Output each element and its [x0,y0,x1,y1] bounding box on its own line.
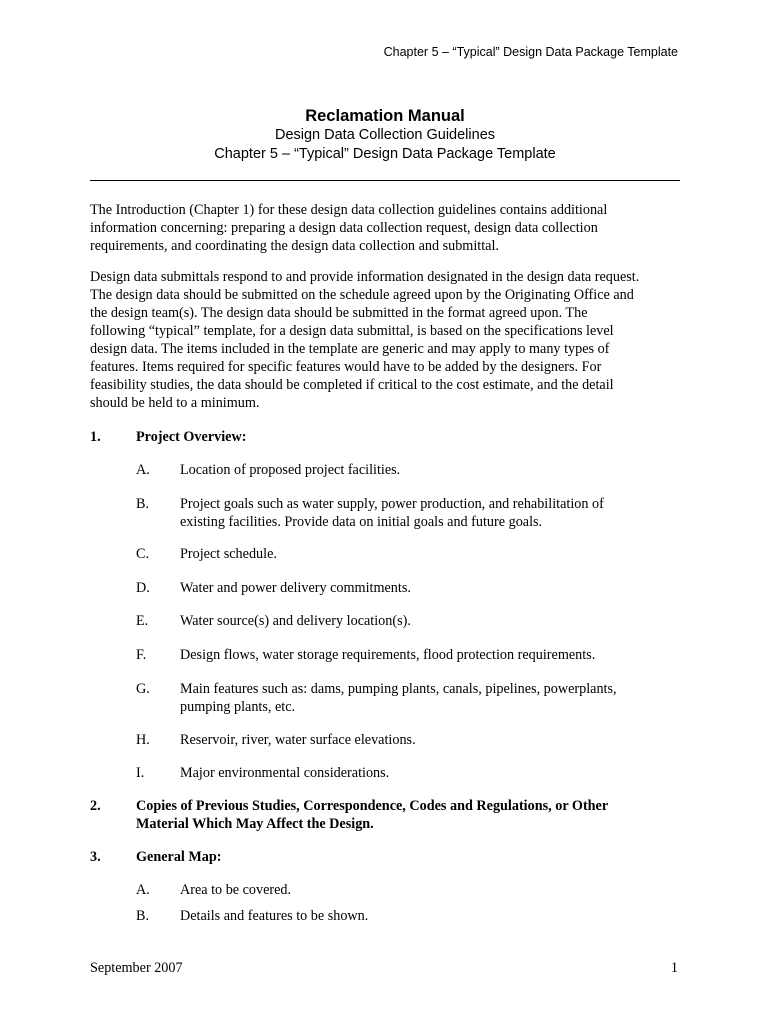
title-block [90,106,680,164]
list-item-letter: A. [136,462,150,478]
section-1-title: Project Overview: [136,429,247,445]
list-item-text: Main features such as: dams, pumping plants, canals, pipelines, powerplants, pumping plants, etc. [180,681,617,715]
section-1-number: 1. [90,429,101,445]
list-item-text: Major environmental considerations. [180,765,390,781]
running-header: Chapter 5 – “Typical” Design Data Package Template [383,45,678,59]
list-item-text: Details and features to be shown. [180,908,369,924]
document-title: Reclamation Manual [305,107,465,125]
list-item-text: Water and power delivery commitments. [180,580,411,596]
list-item-letter: E. [136,613,149,629]
list-item-letter: B. [136,908,150,924]
page-number: 1 [670,960,678,976]
list-item-letter: C. [136,546,150,562]
list-item-letter: A. [136,882,150,898]
list-item-letter: H. [136,732,150,748]
section-2-title: Copies of Previous Studies, Correspondence, Codes and Regulations, or Other Material Which May Affect the Design. [136,798,609,832]
footer-date: September 2007 [90,960,183,976]
submittal-paragraph: Design data submittals respond to and provide information designated in the design data request. The design data should be submitted on the schedule agreed upon by the Originating Office and the design team(s). The design data should be submitted in the format agreed upon. The following “typical” template, for a design data submittal, is based on the specifications level design data. The items included in the template are generic and may apply to many types of features. Items required for specific features would have to be added by the designers. For feasibility studies, the data should be completed if critical to the cost estimate, and the detail should be held to a minimum. [90,269,640,411]
list-item-text: Location of proposed project facilities. [180,462,401,478]
list-item-letter: F. [136,647,147,663]
section-2-number: 2. [90,798,101,814]
list-item-text: Project schedule. [180,546,277,562]
list-item-text: Design flows, water storage requirements, flood protection requirements. [180,647,596,663]
list-item-text: Reservoir, river, water surface elevations. [180,732,416,748]
list-item-letter: B. [136,496,150,512]
document-chapter-title: Chapter 5 – “Typical” Design Data Package Template [214,146,556,162]
section-3-number: 3. [90,849,101,865]
section-3-title: General Map: [136,849,222,865]
document-subtitle: Design Data Collection Guidelines [274,127,496,143]
intro-paragraph: The Introduction (Chapter 1) for these design data collection guidelines contains additional information concerning: preparing a design data collection request, design data collection requirements, and coordinating the design data collection and submittal. [90,202,608,254]
list-item-letter: D. [136,580,150,596]
list-item-letter: G. [136,681,150,697]
list-item-text: Water source(s) and delivery location(s). [180,613,411,629]
list-item-text: Area to be covered. [180,882,292,898]
list-item-letter: I. [136,765,145,781]
list-item-text: Project goals such as water supply, power production, and rehabilitation of existing facilities. Provide data on initial goals and future goals. [180,496,604,530]
title-divider [90,180,680,181]
